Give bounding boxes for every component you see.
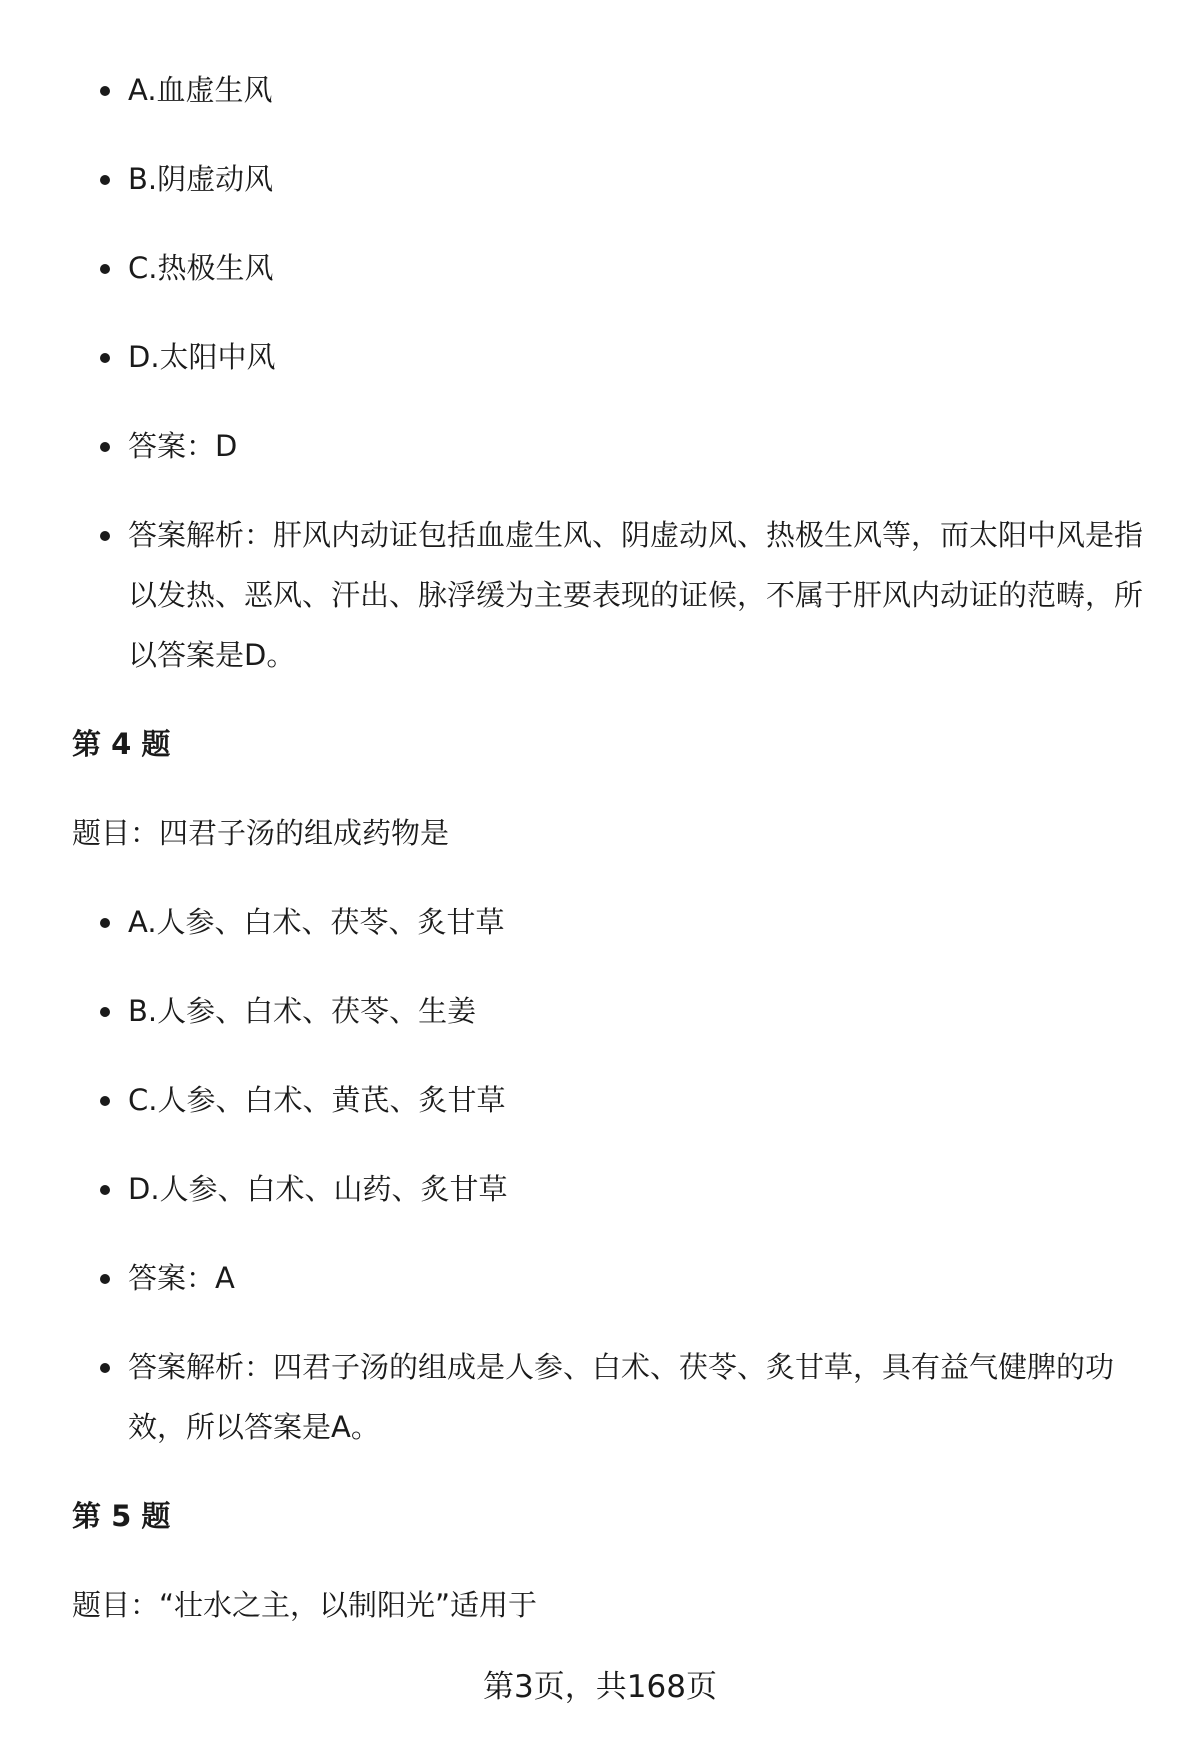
q4-option-list bbox=[72, 892, 1152, 1457]
q5-question: 题目：“壮水之主，以制阳光”适用于 bbox=[72, 1588, 538, 1622]
q3-answer: 答案：D bbox=[72, 416, 1152, 476]
q4-heading: 第 4 题 bbox=[72, 727, 171, 761]
q4-question: 题目：四君子汤的组成药物是 bbox=[72, 816, 450, 850]
page-number-footer: 第3页，共168页 bbox=[483, 1669, 717, 1705]
q3-explanation: 答案解析：肝风内动证包括血虚生风、阴虚动风、热极生风等，而太阳中风是指以发热、恶风、汗出、脉浮缓为主要表现的证候，不属于肝风内动证的范畴，所以答案是D。 bbox=[72, 505, 1152, 685]
q4-answer: 答案：A bbox=[72, 1248, 1152, 1308]
q4-option-c: C.人参、白术、黄芪、炙甘草 bbox=[72, 1070, 1152, 1130]
q3-option-list bbox=[72, 60, 1152, 685]
q3-option-b: B.阴虚动风 bbox=[72, 149, 1152, 209]
q4-option-a: A.人参、白术、茯苓、炙甘草 bbox=[72, 892, 1152, 952]
q3-option-a: A.血虚生风 bbox=[72, 60, 1152, 120]
page-content bbox=[72, 60, 1152, 1664]
q4-explanation: 答案解析：四君子汤的组成是人参、白术、茯苓、炙甘草，具有益气健脾的功效，所以答案是A。 bbox=[72, 1337, 1152, 1457]
q4-option-d: D.人参、白术、山药、炙甘草 bbox=[72, 1159, 1152, 1219]
q4-option-b: B.人参、白术、茯苓、生姜 bbox=[72, 981, 1152, 1041]
q5-heading: 第 5 题 bbox=[72, 1499, 171, 1533]
q3-option-d: D.太阳中风 bbox=[72, 327, 1152, 387]
q3-option-c: C.热极生风 bbox=[72, 238, 1152, 298]
